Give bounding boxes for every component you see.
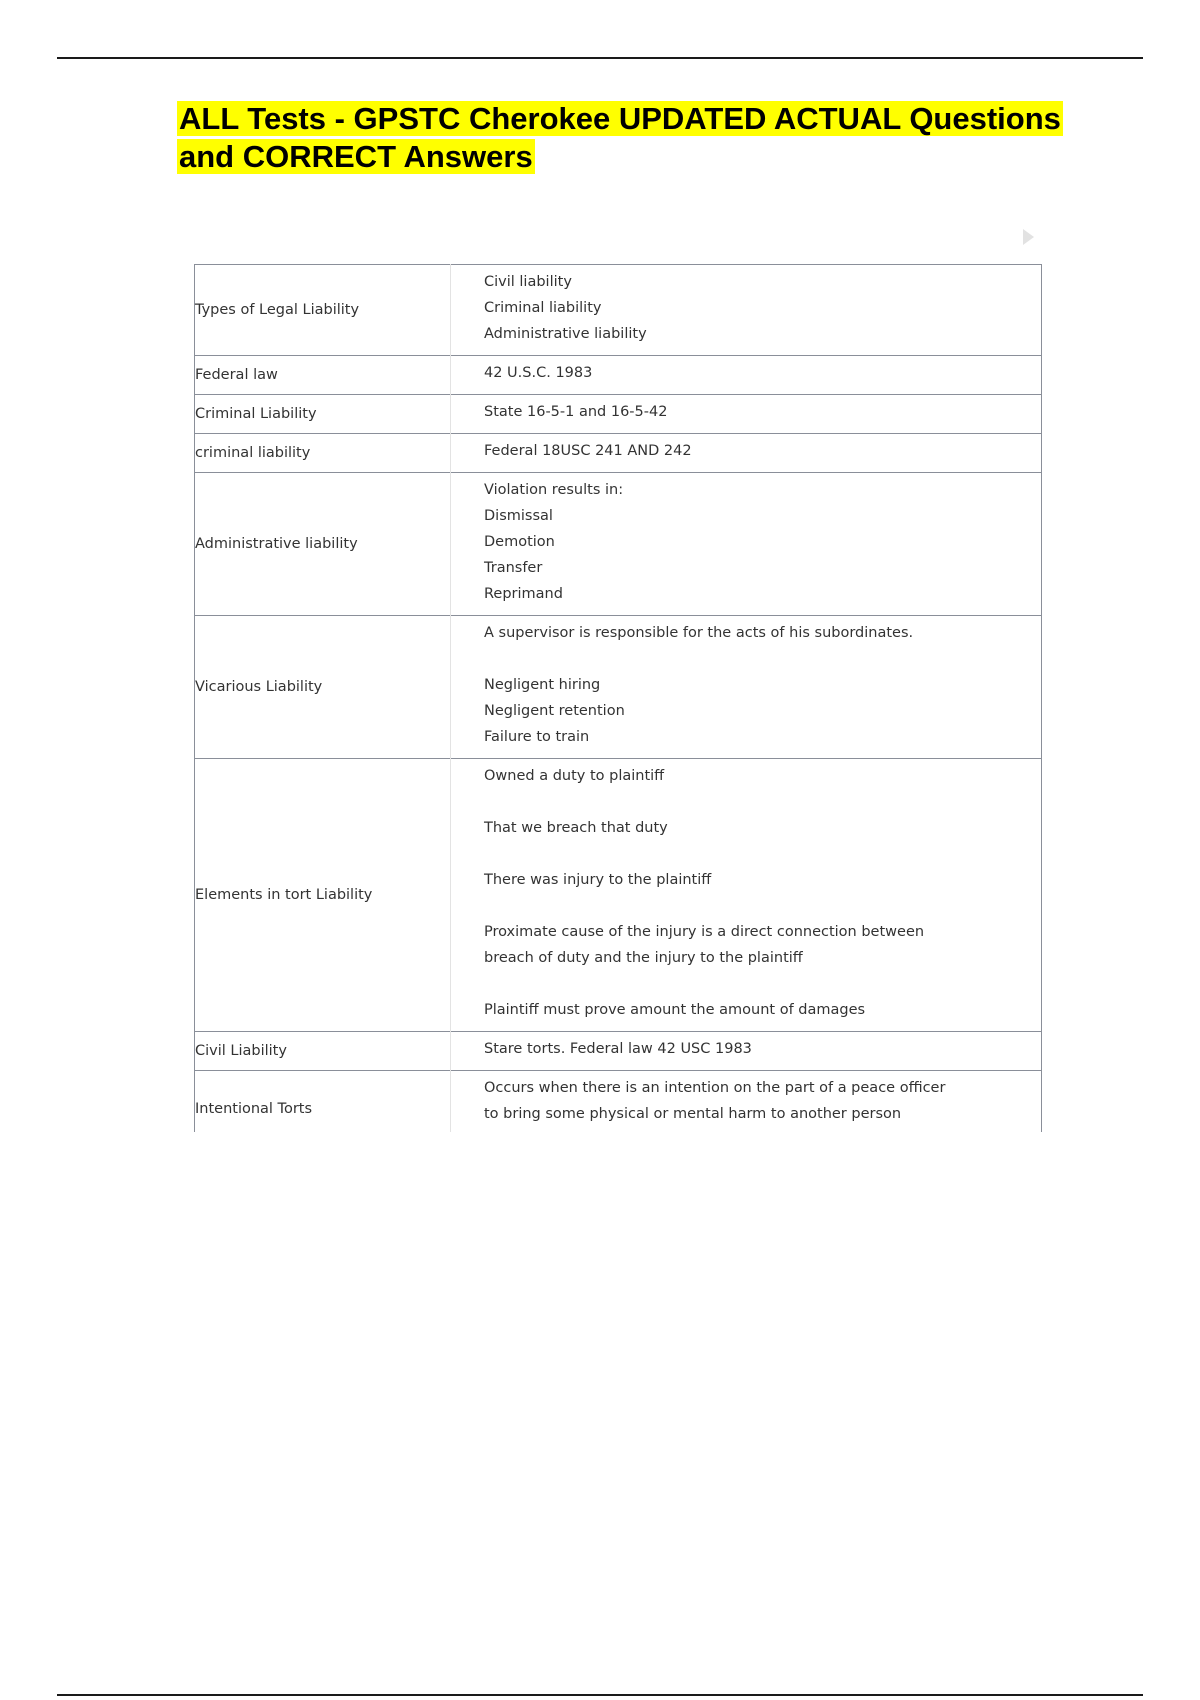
definition-line: There was injury to the plaintiff <box>484 872 712 888</box>
table-row <box>195 1032 1042 1071</box>
definition-line: Occurs when there is an intention on the part of a peace officer <box>484 1080 946 1096</box>
definition-line: Negligent retention <box>484 703 625 719</box>
definition-cell <box>451 395 1042 434</box>
definition-line: Violation results in: <box>484 482 624 498</box>
term-cell: Administrative liability <box>195 473 451 616</box>
definition-line: That we breach that duty <box>484 820 668 836</box>
definition-line: Administrative liability <box>484 326 647 342</box>
footer-rule <box>57 1694 1143 1696</box>
line-gap <box>484 893 1031 919</box>
definition-line: Federal 18USC 241 AND 242 <box>484 443 692 459</box>
term-cell: Civil Liability <box>195 1032 451 1071</box>
definition-line: Criminal liability <box>484 300 602 316</box>
definition-cell <box>451 265 1042 356</box>
definition-cell <box>451 434 1042 473</box>
definition-line: A supervisor is responsible for the acts of his subordinates. <box>484 625 914 641</box>
definition-line: breach of duty and the injury to the plaintiff <box>484 950 803 966</box>
table-row <box>195 356 1042 395</box>
definition-line: State 16-5-1 and 16-5-42 <box>484 404 668 420</box>
term-cell: Vicarious Liability <box>195 616 451 759</box>
definition-line: Proximate cause of the injury is a direct connection between <box>484 924 925 940</box>
table-row <box>195 395 1042 434</box>
definition-line: Civil liability <box>484 274 572 290</box>
definition-line: Demotion <box>484 534 555 550</box>
definition-cell <box>451 356 1042 395</box>
table-row <box>195 759 1042 1032</box>
definition-cell <box>451 616 1042 759</box>
line-gap <box>484 971 1031 997</box>
definition-cell <box>451 759 1042 1032</box>
definition-line: Transfer <box>484 560 543 576</box>
definition-line: Dismissal <box>484 508 553 524</box>
table-row <box>195 1071 1042 1133</box>
header-rule <box>57 57 1143 59</box>
qa-table-container <box>194 264 1042 1132</box>
table-row <box>195 616 1042 759</box>
term-cell: Federal law <box>195 356 451 395</box>
term-cell: Intentional Torts <box>195 1071 451 1133</box>
qa-table-body <box>195 265 1042 1133</box>
table-row <box>195 434 1042 473</box>
document-title <box>177 100 1077 176</box>
term-cell: Elements in tort Liability <box>195 759 451 1032</box>
definition-cell <box>451 1032 1042 1071</box>
definition-line: Plaintiff must prove amount the amount of damages <box>484 1002 866 1018</box>
line-gap <box>484 841 1031 867</box>
definition-line: Reprimand <box>484 586 563 602</box>
definition-line: 42 U.S.C. 1983 <box>484 365 593 381</box>
definition-line: Failure to train <box>484 729 590 745</box>
definition-line: Negligent hiring <box>484 677 601 693</box>
definition-line: Stare torts. Federal law 42 USC 1983 <box>484 1041 752 1057</box>
table-row <box>195 473 1042 616</box>
qa-table <box>194 264 1042 1132</box>
play-icon <box>1023 229 1034 245</box>
term-cell: Types of Legal Liability <box>195 265 451 356</box>
title-highlight: ALL Tests - GPSTC Cherokee UPDATED ACTUAL Questions and CORRECT Answers <box>179 101 1061 174</box>
definition-cell <box>451 1071 1042 1133</box>
definition-cell <box>451 473 1042 616</box>
definition-line: to bring some physical or mental harm to another person <box>484 1106 902 1122</box>
table-row <box>195 265 1042 356</box>
definition-line: Owned a duty to plaintiff <box>484 768 665 784</box>
line-gap <box>484 646 1031 672</box>
term-cell: Criminal Liability <box>195 395 451 434</box>
term-cell: criminal liability <box>195 434 451 473</box>
line-gap <box>484 789 1031 815</box>
